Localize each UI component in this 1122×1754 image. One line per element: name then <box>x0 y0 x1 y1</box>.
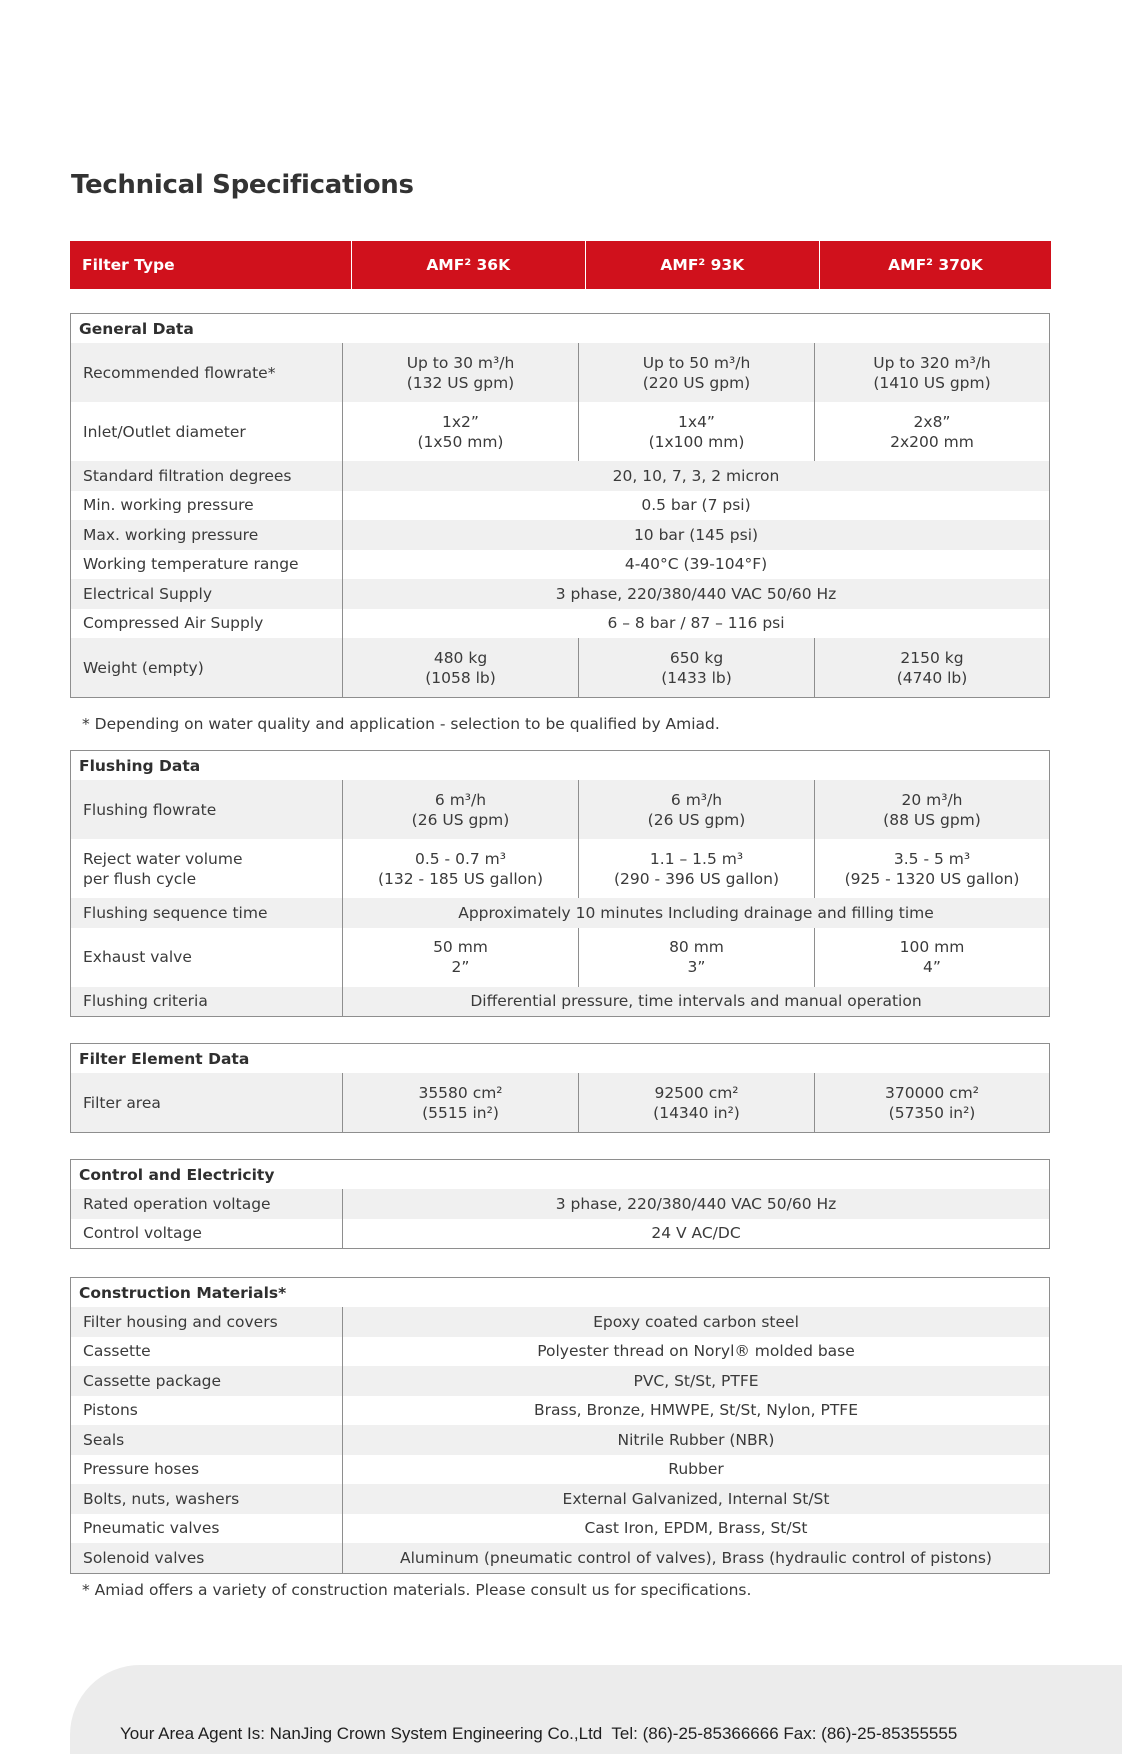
row-value: 50 mm 2” <box>343 928 579 987</box>
table-row <box>71 898 1049 928</box>
row-value: 370000 cm² (57350 in²) <box>885 1083 979 1122</box>
control-electricity-table <box>70 1159 1050 1249</box>
row-value-span: Brass, Bronze, HMWPE, St/St, Nylon, PTFE <box>533 1401 859 1420</box>
table-row <box>71 1514 1049 1544</box>
row-value-span: Cast Iron, EPDM, Brass, St/St <box>584 1519 808 1538</box>
row-value: 20 m³/h (88 US gpm) <box>883 790 981 829</box>
row-value: 6 m³/h (26 US gpm) <box>343 780 579 839</box>
table-row <box>71 839 1049 898</box>
table-row <box>71 987 1049 1017</box>
row-value-span: 24 V AC/DC <box>651 1224 741 1243</box>
row-value: 1.1 – 1.5 m³ (290 - 396 US gallon) <box>579 839 815 898</box>
materials-note: * Amiad offers a variety of construction materials. Please consult us for specifications. <box>82 1581 752 1599</box>
table-row <box>71 1189 1049 1219</box>
row-label: Working temperature range <box>71 550 343 580</box>
table-row <box>71 1396 1049 1426</box>
row-label: Pneumatic valves <box>71 1514 343 1544</box>
table-row <box>71 402 1049 461</box>
row-value-span: Differential pressure, time intervals and manual operation <box>470 992 922 1011</box>
row-value-span: PVC, St/St, PTFE <box>633 1371 759 1390</box>
row-label: Solenoid valves <box>71 1543 343 1573</box>
general-data-table <box>70 313 1050 698</box>
row-label: Control voltage <box>71 1219 343 1249</box>
row-value-span: 10 bar (145 psi) <box>633 525 759 544</box>
row-value-span: 0.5 bar (7 psi) <box>641 496 751 515</box>
table-row <box>71 343 1049 402</box>
row-value: 2150 kg (4740 lb) <box>896 648 968 687</box>
section-title: Control and Electricity <box>71 1160 1049 1189</box>
row-value-span: Approximately 10 minutes Including drainage and filling time <box>458 903 934 922</box>
row-label: Cassette package <box>71 1366 343 1396</box>
row-label: Inlet/Outlet diameter <box>71 402 343 461</box>
row-value: 100 mm 4” <box>899 938 965 976</box>
row-value: 92500 cm² (14340 in²) <box>579 1073 815 1132</box>
row-value: Up to 50 m³/h (220 US gpm) <box>579 343 815 402</box>
row-label: Filter area <box>71 1073 343 1132</box>
table-row <box>71 491 1049 521</box>
row-value-span: 4-40°C (39-104°F) <box>624 555 768 574</box>
row-label: Weight (empty) <box>71 638 343 697</box>
header-label: Filter Type <box>82 256 175 274</box>
row-value: Up to 30 m³/h (132 US gpm) <box>343 343 579 402</box>
row-label: Pistons <box>71 1396 343 1426</box>
header-model-93k: AMF² 93K <box>585 241 819 289</box>
row-value: 2x8” 2x200 mm <box>890 412 974 451</box>
table-row <box>71 1366 1049 1396</box>
row-value-span: External Galvanized, Internal St/St <box>562 1489 830 1508</box>
table-row <box>71 520 1049 550</box>
row-value-span: Nitrile Rubber (NBR) <box>617 1430 775 1449</box>
table-row <box>71 928 1049 987</box>
table-row <box>71 461 1049 491</box>
table-row <box>71 1307 1049 1337</box>
row-value: 480 kg (1058 lb) <box>343 638 579 697</box>
row-value: 650 kg (1433 lb) <box>579 638 815 697</box>
filter-type-header <box>70 241 1051 289</box>
page-title: Technical Specifications <box>71 170 414 200</box>
row-label: Seals <box>71 1425 343 1455</box>
row-value-span: 3 phase, 220/380/440 VAC 50/60 Hz <box>555 584 837 603</box>
table-row <box>71 609 1049 639</box>
table-row <box>71 638 1049 697</box>
table-row <box>71 780 1049 839</box>
section-title: Flushing Data <box>71 751 1049 780</box>
row-value: Up to 320 m³/h (1410 US gpm) <box>873 353 991 392</box>
row-value-span: Polyester thread on Noryl® molded base <box>537 1342 855 1361</box>
table-row <box>71 579 1049 609</box>
row-label: Standard filtration degrees <box>71 461 343 491</box>
row-value-span: 20, 10, 7, 3, 2 micron <box>612 466 780 485</box>
row-label: Exhaust valve <box>71 928 343 987</box>
row-label: Electrical Supply <box>71 579 343 609</box>
row-value-span: 3 phase, 220/380/440 VAC 50/60 Hz <box>555 1194 837 1213</box>
row-label: Pressure hoses <box>71 1455 343 1485</box>
section-title: General Data <box>71 314 1049 343</box>
row-value: 6 m³/h (26 US gpm) <box>579 780 815 839</box>
table-row <box>71 1073 1049 1132</box>
section-title: Construction Materials* <box>71 1278 1049 1307</box>
filter-element-table <box>70 1043 1050 1133</box>
table-row <box>71 1484 1049 1514</box>
row-label: Reject water volume per flush cycle <box>71 839 343 898</box>
table-row <box>71 1337 1049 1367</box>
row-label: Bolts, nuts, washers <box>71 1484 343 1514</box>
row-value: 1x4” (1x100 mm) <box>579 402 815 461</box>
row-value: 3.5 - 5 m³ (925 - 1320 US gallon) <box>844 849 1020 888</box>
table-row <box>71 1543 1049 1573</box>
general-data-note: * Depending on water quality and application - selection to be qualified by Amiad. <box>82 715 720 733</box>
row-label: Recommended flowrate* <box>71 343 343 402</box>
row-value-span: Aluminum (pneumatic control of valves), Brass (hydraulic control of pistons) <box>400 1548 992 1567</box>
row-value: 1x2” (1x50 mm) <box>343 402 579 461</box>
row-value: 35580 cm² (5515 in²) <box>343 1073 579 1132</box>
row-label: Filter housing and covers <box>71 1307 343 1337</box>
header-model-370k: AMF² 370K <box>819 241 1051 289</box>
footer-agent-text: Your Area Agent Is: NanJing Crown System Engineering Co.,Ltd Tel: (86)-25-85366666 Fax: (86)-25-85355555 <box>120 1724 958 1743</box>
row-value: 0.5 - 0.7 m³ (132 - 185 US gallon) <box>343 839 579 898</box>
header-model-36k: AMF² 36K <box>351 241 585 289</box>
table-row <box>71 1219 1049 1249</box>
row-label: Flushing criteria <box>71 987 343 1017</box>
row-value-span: 6 – 8 bar / 87 – 116 psi <box>607 614 785 633</box>
table-row <box>71 1425 1049 1455</box>
row-label: Flushing flowrate <box>71 780 343 839</box>
row-label: Max. working pressure <box>71 520 343 550</box>
row-value: 80 mm 3” <box>579 928 815 987</box>
row-label: Cassette <box>71 1337 343 1367</box>
table-row <box>71 550 1049 580</box>
row-label: Flushing sequence time <box>71 898 343 928</box>
row-label: Compressed Air Supply <box>71 609 343 639</box>
row-label: Min. working pressure <box>71 491 343 521</box>
construction-materials-table <box>70 1277 1050 1574</box>
section-title: Filter Element Data <box>71 1044 1049 1073</box>
flushing-data-table <box>70 750 1050 1017</box>
row-value-span: Rubber <box>668 1460 724 1479</box>
row-label: Rated operation voltage <box>71 1189 343 1219</box>
row-value-span: Epoxy coated carbon steel <box>593 1312 799 1331</box>
table-row <box>71 1455 1049 1485</box>
